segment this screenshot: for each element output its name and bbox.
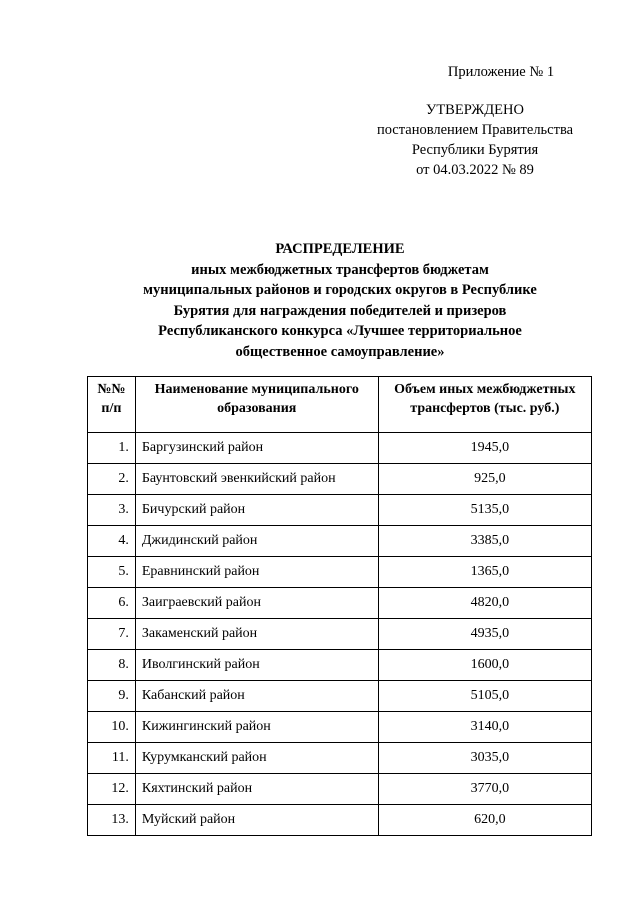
title-line-1: иных межбюджетных трансфертов бюджетам [191,261,489,278]
header-amount-line-2: трансфертов (тыс. руб.) [410,401,560,416]
title-line-5: общественное самоуправление» [235,343,445,360]
table-row [88,650,592,681]
row-amount: 925,0 [378,464,591,495]
row-num: 12. [88,774,136,805]
approved-republic: Республики Бурятия [411,142,539,158]
row-num: 7. [88,619,136,650]
row-num: 11. [88,743,136,774]
row-num: 6. [88,588,136,619]
title-line-4: Республиканского конкурса «Лучшее территориальное [158,323,522,339]
row-num: 10. [88,712,136,743]
row-num: 5. [88,557,136,588]
row-num: 9. [88,681,136,712]
table-row [88,433,592,464]
header-num [88,377,136,433]
title-heading: РАСПРЕДЕЛЕНИЕ [275,241,405,257]
title-line-2: муниципальных районов и городских округов в Республике [143,282,537,298]
header-num-line-2: п/п [101,401,122,416]
row-name: Кабанский район [135,681,378,712]
row-num: 1. [88,433,136,464]
approved-date: от 04.03.2022 № 89 [416,162,534,178]
row-amount: 4935,0 [378,619,591,650]
title-line-3: Бурятия для награждения победителей и призеров [173,302,507,319]
row-name: Джидинский район [135,526,378,557]
table-row [88,526,592,557]
row-amount: 5105,0 [378,681,591,712]
row-num: 13. [88,805,136,836]
distribution-table [87,376,592,836]
table-row [88,495,592,526]
row-amount: 3385,0 [378,526,591,557]
table-row [88,743,592,774]
table-row [88,681,592,712]
row-num: 2. [88,464,136,495]
header-amount [378,377,591,433]
table-row [88,619,592,650]
row-amount: 3035,0 [378,743,591,774]
table-row [88,712,592,743]
row-name: Заиграевский район [135,588,378,619]
row-amount: 4820,0 [378,588,591,619]
approved-label: УТВЕРЖДЕНО [426,102,524,118]
row-name: Кяхтинский район [135,774,378,805]
row-num: 8. [88,650,136,681]
table-row [88,464,592,495]
header-amount-line-1: Объем иных межбюджетных [394,382,576,397]
row-num: 3. [88,495,136,526]
document-title [90,239,590,362]
row-amount: 1365,0 [378,557,591,588]
row-amount: 1945,0 [378,433,591,464]
row-name: Муйский район [135,805,378,836]
approved-by: постановлением Правительства [376,122,574,138]
header-name-line-2: образования [217,401,297,416]
row-name: Баргузинский район [135,433,378,464]
appendix-label: Приложение № 1 [447,64,555,80]
header-num-line-1: №№ [97,382,126,397]
table-row [88,774,592,805]
row-name: Бичурский район [135,495,378,526]
row-name: Иволгинский район [135,650,378,681]
row-name: Баунтовский эвенкийский район [135,464,378,495]
row-name: Закаменский район [135,619,378,650]
table-header-row [88,377,592,433]
row-name: Курумканский район [135,743,378,774]
table-row [88,588,592,619]
header-name-line-1: Наименование муниципального [154,382,359,397]
row-amount: 620,0 [378,805,591,836]
table-row [88,557,592,588]
row-amount: 1600,0 [378,650,591,681]
row-amount: 3770,0 [378,774,591,805]
appendix-block [360,62,590,180]
row-amount: 5135,0 [378,495,591,526]
row-name: Еравнинский район [135,557,378,588]
header-name [135,377,378,433]
row-amount: 3140,0 [378,712,591,743]
row-name: Кижингинский район [135,712,378,743]
row-num: 4. [88,526,136,557]
table-row [88,805,592,836]
